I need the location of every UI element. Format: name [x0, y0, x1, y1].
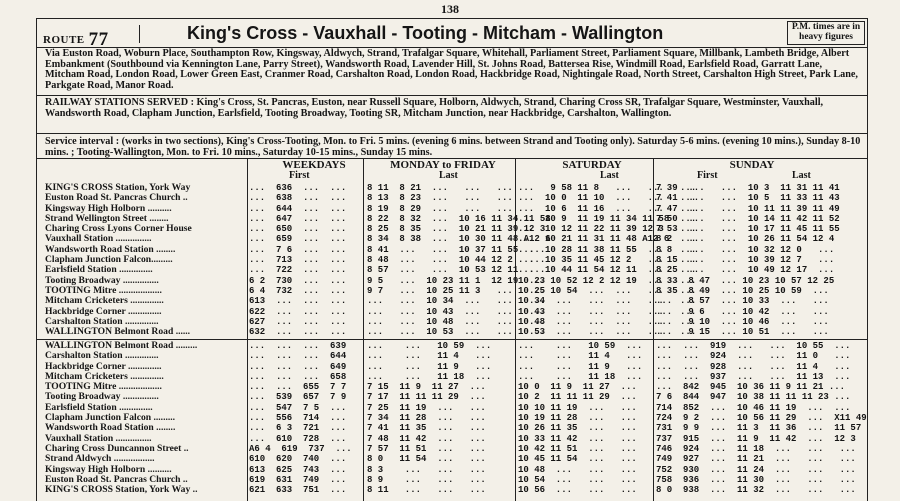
- stop-name: Clapham Junction Falcon.........: [45, 254, 173, 266]
- page-number: 138: [441, 2, 459, 16]
- north-sunday-times: ... ... 919 ... ... 10 55 ... ... ... 924 ... ... 11 0 ... ... ... 928 ... ... 11 4 ... ... ... 937 ... ... 11 13 ... ... 842 945 10 36 11 9 11 21 ... 7 6 844 947 10 38 11 11 11 23 ... 714 852 ... 10 46 11 19 ... ... 724 9 2 ... 10 56 11 29 ... X11 49 731 9 9 ... 11 3 11 36 ... 11 57 737 915 ... 11 9 11 42 ... 12 3 746 924 ... 11 18 ... ... ... 749 927 ... 11 21 ... ... ... 752 930 ... 11 24 ... ... ... 758 936 ... 11 30 ... ... ... 8 0 938 ... 11 32 ... ... ...: [656, 341, 867, 496]
- stop-name: TOOTING Mitre ..................: [45, 381, 162, 393]
- stop-name: Carshalton Station ..............: [45, 350, 159, 362]
- south-saturday-times: ... 9 58 11 8 ... ... ... ... 10 0 11 10 ... ... ... ... 10 6 11 16 ... ... ... ... 10 9 11 19 11 34 11 58 ... ... 10 12 11 22 11 39 12 3 ... ... 10 21 11 31 11 48 A12 6 ... ... 10 28 11 38 11 55 ... ... ... 10 35 11 45 12 2 ... ... ... 10 44 11 54 12 11 ... ... 10 23 10 52 12 2 12 19 ... ... 10 25 10 54 ... ... ... ... 10 34 ... ... ... ... ... 10 43 ... ... ... ... ... 10 48 ... ... ... ... ... 10 53 ... ... ... ... ...: [518, 183, 697, 338]
- railway-stations: RAILWAY STATIONS SERVED : King's Cross, St. Pancras, Euston, near Russell Square, Holborn, Aldwych, Strand, Charing Cross SR, Trafalgar Square, Westminster, Vauxhall, Wandsworth Road, Clapham Junction, Earlsfield, Tooting Broadway, Tooting SR, Mitcham Junction, near Hackbridge, Carshalton, Wallington.: [45, 97, 824, 119]
- north-monfri-times: ... ... 10 59 ... ... ... 11 4 ... ... ... 11 9 ... ... ... 11 18 ... 7 15 11 9 11 27 ... 7 17 11 11 11 29 ... 7 25 11 19 ... ... 7 34 11 28 ... ... 7 41 11 35 ... ... 7 48 11 42 ... ... 7 57 11 51 ... ... 8 0 11 54 ... ... 8 3 ... ... ... 8 9 ... ... ... 8 11 ... ... ...: [367, 341, 492, 496]
- stop-name: WALLINGTON Belmont Road ......: [45, 326, 191, 338]
- divider-rail: [37, 133, 867, 134]
- stop-name: Kingsway High Holborn ..........: [45, 463, 172, 475]
- stop-name: Charing Cross Duncannon Street ..: [45, 442, 189, 454]
- stop-name: Euston Road St. Pancras Church ..: [45, 192, 188, 204]
- saturday-last-label: Last: [600, 170, 619, 181]
- stop-name: Carshalton Station ..............: [45, 315, 159, 327]
- stop-name: Hackbridge Corner ..............: [45, 305, 162, 317]
- route-number: 77: [88, 29, 109, 50]
- stop-name: Vauxhall Station ...............: [45, 432, 152, 444]
- south-monfri-times: 8 11 8 21 ... ... ... 8 13 8 23 ... ... ... 8 19 8 29 ... ... ... 8 22 8 32 ... 10 16 11 34 11 58 8 25 8 35 ... 10 21 11 39 12 3 8 34 8 38 ... 10 30 11 48 A12 6 8 41 ... ... 10 37 11 55 ... 8 48 ... ... 10 44 12 2 ... 8 57 ... ... 10 53 12 11 ... 9 5 ... 10 23 11 1 12 19 ... 9 7 ... 10 25 11 3 ... ... ... ... 10 34 ... ... ... ... ... 10 43 ... ... ... ... ... 10 48 ... ... ... ... ... 10 53 ... ... ...: [367, 183, 551, 338]
- via-streets: Via Euston Road, Woburn Place, Southampton Row, Kingsway, Aldwych, Strand, Trafalgar Square, Whitehall, Parliament Street, Parliament Square, Millbank, Lambeth Bridge, Albert Embankment (Southbound via Kennington Lane, Parry Street), Wandsworth Road, Lavender Hill, St. Johns Road, Battersea Rise, Windmill Road, Earlsfield Road, Garratt Lane, Mitcham Road, London Road, Lower Green East, Cranmer Road, Carshalton Road, London Road, Hackbridge Road, Nightingale Road, North Street, Carshalton High Street, Park Lane, Parkgate Road, Manor Road.: [45, 48, 858, 91]
- stop-name: Wandsworth Road Station ........: [45, 243, 176, 255]
- stop-name: Clapham Junction Falcon .........: [45, 412, 176, 424]
- southbound-stop-list: [45, 183, 192, 337]
- route-header: [37, 19, 867, 48]
- route-title: King's Cross - Vauxhall - Tooting - Mitcham - Wallington: [187, 23, 664, 43]
- stop-name: KING'S CROSS Station, York Way: [45, 182, 191, 193]
- northbound-stop-list: [45, 341, 197, 495]
- stop-name: Vauxhall Station ...............: [45, 233, 152, 245]
- rule-weekdays: [363, 159, 364, 501]
- south-weekdays-times: ... 636 ... ... ... 638 ... ... ... 644 ... ... ... 647 ... ... ... 650 ... ... ... 659 ... ... ... 7 6 ... ... ... 713 ... ... ... 722 ... ... 6 2 730 ... ... 6 4 732 ... ... 613 ... ... ... 622 ... ... ... 627 ... ... ... 632 ... ... ...: [249, 183, 347, 338]
- service-interval: Service interval : (works in two sections), King's Cross-Tooting, Mon. to Fri. 5 mins. (evening 6 mins. between Strand and Tooting only). Saturday 5-6 mins. (evening 10 mins.), Sunday 8-10 mins. ; Tooting-Wallington, Mon. to Fri. 10 mins., Saturday 10-15 mins., Sunday 15 mins.: [45, 136, 861, 158]
- weekdays-first-label: First: [289, 170, 310, 181]
- weekdays-heading: WEEKDAYS: [282, 159, 346, 171]
- sunday-last-label: Last: [792, 170, 811, 181]
- stop-name: Earlsfield Station ..............: [45, 264, 153, 276]
- stop-name: Tooting Broadway ...............: [45, 274, 159, 286]
- route-label: [43, 27, 109, 49]
- saturday-heading: SATURDAY: [562, 159, 622, 171]
- stop-name: Charing Cross Lyons Corner House: [45, 223, 192, 235]
- route-word: ROUTE: [43, 34, 85, 46]
- stop-name: Mitcham Cricketers ..............: [45, 370, 164, 382]
- stop-name: Hackbridge Corner ..............: [45, 360, 162, 372]
- rule-stops: [247, 159, 248, 501]
- south-sunday-times: 7 39 ... ... 10 3 11 31 11 41 7 41 ... ... 10 5 11 33 11 43 7 47 ... ... 10 11 11 39 11 49 7 50 ... ... 10 14 11 42 11 52 7 53 ... ... 10 17 11 45 11 55 8 2 ... ... 10 26 11 54 12 4 8 8 ... ... 10 32 12 0 ... 8 15 ... ... 10 39 12 7 ... 8 25 ... ... 10 49 12 17 ... 8 33 8 47 ... 10 23 10 57 12 25 8 35 8 49 ... 10 25 10 59 ... ... 8 57 ... 10 33 ... ... ... 9 6 ... 10 42 ... ... ... 9 10 ... 10 46 ... ... ... 9 15 ... 10 51 ... ...: [656, 183, 840, 338]
- stop-name: Tooting Broadway ...............: [45, 391, 159, 403]
- route-divider: [139, 25, 140, 43]
- stop-name: Strand Aldwych .................: [45, 453, 155, 465]
- sunday-heading: SUNDAY: [729, 159, 775, 171]
- stop-name: Mitcham Cricketers ..............: [45, 295, 164, 307]
- mon-fri-last-label: Last: [439, 170, 458, 181]
- stop-name: KING'S CROSS Station, York Way ..: [45, 484, 198, 496]
- stop-name: Euston Road St. Pancras Church ..: [45, 473, 188, 485]
- north-weekdays-times: ... ... ... 639 ... ... ... 644 ... ... ... 649 ... ... ... 658 ... ... 655 7 7 ... 539 657 7 9 ... 547 7 5 ... ... 556 714 ... ... 6 3 721 ... ... 610 728 ... A6 4 619 737 ... 610 620 740 ... 613 625 743 ... 619 631 749 ... 621 633 751 ...: [249, 341, 352, 496]
- stop-name: Kingsway High Holborn ..........: [45, 202, 172, 214]
- pm-note: P.M. times are in heavy figures: [787, 21, 865, 45]
- stop-name: TOOTING Mitre ..................: [45, 284, 162, 296]
- mon-fri-heading: MONDAY to FRIDAY: [390, 159, 496, 171]
- stop-name: Earlsfield Station ..............: [45, 401, 153, 413]
- stop-name: Wandsworth Road Station ........: [45, 422, 176, 434]
- stop-name: WALLINGTON Belmont Road .........: [45, 340, 198, 351]
- north-saturday-times: ... ... 10 59 ... ... ... 11 4 ... ... ... 11 9 ... ... ... 11 18 ... 10 0 11 9 11 27 ... 10 2 11 11 11 29 ... 10 10 11 19 ... ... 10 19 11 28 ... ... 10 26 11 35 ... ... 10 33 11 42 ... ... 10 42 11 51 ... ... 10 45 11 54 ... ... 10 48 ... ... ... 10 54 ... ... ... 10 56 ... ... ...: [518, 341, 643, 496]
- timetable-frame: [36, 18, 868, 501]
- divider-via: [37, 95, 867, 96]
- stop-name: Strand Wellington Street ........: [45, 212, 169, 224]
- sunday-first-label: First: [697, 170, 718, 181]
